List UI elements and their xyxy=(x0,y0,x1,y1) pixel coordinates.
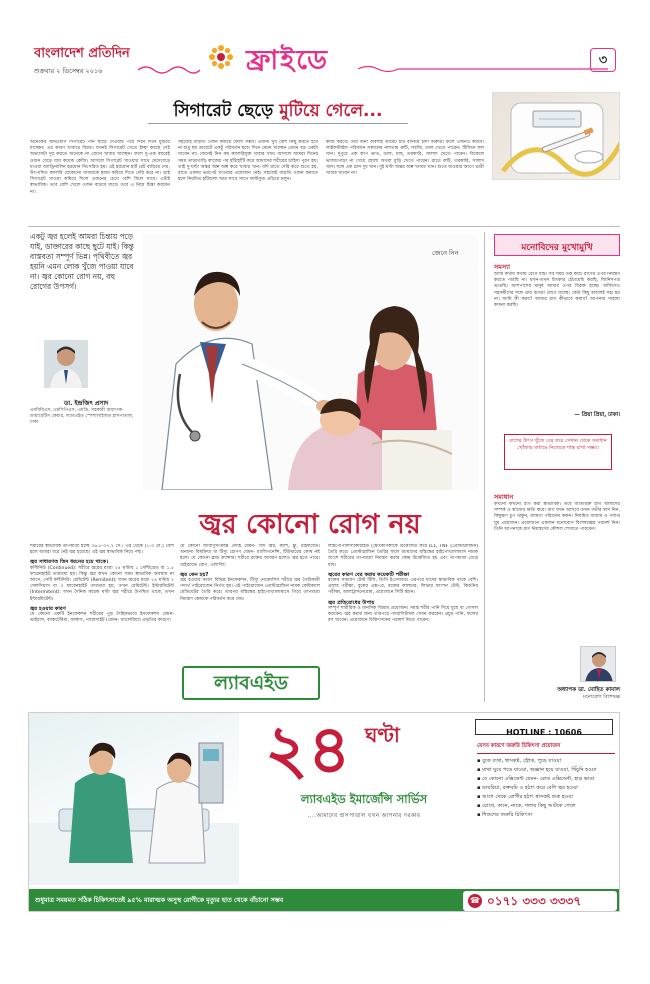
paper-name: বাংলাদেশ প্রতিদিন xyxy=(34,46,130,61)
phone-box xyxy=(463,891,617,911)
fever-col1-para: শরীরের স্বাভাবিক তাপমাত্রা হচ্ছে ৩৬.৮-৩৭.২ সে.। এর থেকে (১-৩ সে.) বেশি হলে আমরা ধরে নেই জ্বর হয়েছে। এই জ্বর স্বাভাবিক নিয়ে পশ্চ। xyxy=(30,544,174,556)
psych-header: মনোবিদের মুখোমুখি xyxy=(521,243,593,253)
fever-headline: জ্বর কোনো রোগ নয় xyxy=(199,509,421,540)
ad-tagline: ....আমাদের হাসপাতাল যখন আপনার দরকার xyxy=(307,813,421,819)
problem-label: সমস্যা xyxy=(494,263,510,271)
section-title-underline xyxy=(358,64,608,74)
page-number-box xyxy=(590,48,616,72)
divider-under-smoking xyxy=(28,226,620,227)
issue-date: শুক্রবার ২ ডিসেম্বর ২০১৬ xyxy=(34,67,103,75)
problem-sender: — প্রিয়া প্রিয়া, ঢাকা। xyxy=(574,412,620,418)
labaid-logo-box xyxy=(182,666,320,700)
psych-header-box xyxy=(494,234,620,256)
fever-col3-para: লাইপোপলিস্যাকারাইড (শ্বেতকণিকাকে উত্তেজিত করে IL1, TNF (প্রোস্টাগ্লান্ডিন) তৈরি করে। প্রোস্টাগ্লান্ডিন তৈরির ফলে আমাদের মস্তিষ্কের হাইপোথ্যালামাস নামক অংশে শরীরের তাপমাত্রা নিয়ন্ত্রণ করার কেন্দ্র উত্তেজিত হয় এবং তাপমাত্রা বেড়ে যায়। xyxy=(328,544,478,568)
fever-col1-subheading-causes: জ্বর হওয়ার কারণ xyxy=(30,605,66,612)
smoking-title-part-a: সিগারেট ছেড়ে xyxy=(173,101,280,121)
labaid-logo: ল্যাবএইড xyxy=(213,672,289,694)
masthead-wave-decoration xyxy=(138,64,200,76)
fever-col3-subheading-tests: জ্বরের কারণ বের করার কয়েকটি পরীক্ষা xyxy=(328,571,410,578)
problem-text: আমি কথায় কথায় রেগে যাই। সব সময় তর্ক করি। রাগের ওপর নিয়ন্ত্রণ করতে পারছি না। যখন-তখন চিৎকার চেঁচামেচি করছি, জিনিসপত্র ভাঙছি। আশপাশের মানুষ আমার ওপর বিরক্ত হচ্ছে। অফিসেও সহকর্মীদের সঙ্গে প্রায় ঝগড়া লেগে যাচ্ছে। কেউ কিছু বললেই সহ্য হয় না। আমি কী করব? আমার রাগ কীভাবে কমাব? আপনার সাহায্য কামনা করছি। xyxy=(494,272,620,309)
section-title: ফ্রাইডে xyxy=(246,45,329,76)
author-name: ডা. ইন্দ্রজিৎ প্রসাদ xyxy=(64,400,109,407)
emergency-room-photo xyxy=(29,713,239,885)
fever-col1-types: কন্টিনিউ (Continued): শরীরে জ্বরের মাত্রা ২৪ ঘণ্টায় ১ সেন্টিগ্রেড বা ১.৫ ফারেনহাইট তারতম্য হয়। কিন্তু জ্বর কখন কোনো সময় স্বাভাবিক অবস্থায় না আসে, সেটি কন্টিনিউ। রেমিটেন্ট (Remitent): যখন জ্বরের মাত্রা ২৪ ঘণ্টায় ২ সেলসিয়াস বা ৩ ফারেনহাইট তারতম্য হয়, তখন রেমিটেন্ট। ইন্টারমিটেন্ট (Intermitent): যখন দৈনিক কয়েক ঘণ্টা জ্বর শরীরে উপস্থিত থাকে, তখন ইন্টারমিটেন্ট। xyxy=(30,565,174,602)
fever-col3-tests: রক্তের সাধারণ টেস্ট টিসি, ডিসি ইএসআর। এরপরে যাদের স্বাভাবিক থাকে বেশি। প্রস্রাব পরীক্ষা, বুকের এক্স-রে, রক্তের কালচার, লিভার ফাংশন টেস্ট, কিডনির পরীক্ষা, আলট্রাসনোগ্রাম, প্রয়োজনে সিটি স্ক্যান। xyxy=(328,578,478,596)
fever-col3-subheading-prevention: জ্বর প্রতিরোধের উপায় xyxy=(328,599,375,606)
fever-col1-subheading-types: জ্বর সাধারণত তিন ধরনের হয়ে থাকে। xyxy=(30,559,108,566)
psych-doctor-title: মনোরোগ বিশেষজ্ঞ xyxy=(582,694,620,700)
solution-text: কখনো কখনো রাগ করা স্বাভাবিক। তবে অতিরিক্ত রাগ আমাদের সম্পর্ক ও কাজের ক্ষতি করে। রাগ যখন আসবে তখন গভীর শ্বাস নিন, কিছুক্ষণ চুপ থাকুন, জায়গা পরিবর্তন করুন। নিয়মিত ব্যায়াম ও পর্যাপ্ত ঘুম প্রয়োজন। প্রয়োজনে একজন মনোরোগ বিশেষজ্ঞের পরামর্শ নিন। তিনি আপনাকে রাগ নিয়ন্ত্রণের কৌশল শেখাতে পারবেন। xyxy=(494,502,620,532)
fever-column-1 xyxy=(30,544,174,692)
smoking-title-part-b: মুটিয়ে গেলে... xyxy=(279,101,383,121)
reason-item: ▪ আগে থেকে রোগীর হঠাৎ শ্বাসকষ্ট শুরু হওয়া xyxy=(477,794,573,800)
psych-column-divider xyxy=(484,232,485,702)
fever-intro: একটু জ্বর হলেই আমরা চিন্তায় পড়ে যাই, ডাক্তারের কাছে ছুটে যাই। কিন্তু বাস্তবতা সম্পূর্ণ ভিন্ন। পৃথিবীতে জ্বর হয়নি এমন লোক খুঁজে পাওয়া যাবে না। জ্বর কোনো রোগ নয়, বহু রোগের উপসর্গ। xyxy=(30,232,134,291)
ad-24-number: ২৪ xyxy=(265,712,351,788)
psych-doctor-photo xyxy=(580,646,616,682)
fever-col2-subheading-why: জ্বর কেন হয়? xyxy=(180,571,209,578)
sun-flower-icon xyxy=(208,44,234,70)
illustration-tag: জেনে নিন xyxy=(432,249,459,257)
smoking-column-3: কাজ করবে। তার জন্য অবশ্যই ডায়েট চার্ট বানিয়ে চলা জরুরি। ফলে ওজনও কমবে। লাইফস্টাইল পরিবর্তন সকালের নাশতায় রুটি, সবজি, ডাল খেতে পারেন। টিফিনে ফল খান। দুপুরে এক কাপ ভাত, ডাল, মাছ, তরকারি, সালাদ খেতে পারেন। বিকেলে ভাজাপোড়া না খেয়ে ছোলা অথবা মুড়ি খেতে পারেন। রাতে রুটি, তরকারি, সালাদ খান। সঙ্গে এক গ্লাস দুধ খান। দুই ঘণ্টা অন্তর অল্প খাবার খান। শুতে যাওয়ার আগে ভারী খাবার খাবেন না। xyxy=(326,140,484,177)
masthead xyxy=(28,36,620,88)
fever-col3-prevention: সম্পূর্ণ শারীরিক ও মানসিক বিশ্রাম প্রয়োজন। সমস্ত শরীর পানি দিয়ে মুছে বা গোসল করবেন। জ্বর কমার জন্য তারপরে প্যারাসিটামল সেবন করবেন। প্রচুর পানি, ফলের রস খাবেন। প্রয়োজনে চিকিৎসকের পরামর্শ নিতে পারেন। xyxy=(328,605,478,624)
phone-icon: ☎ xyxy=(468,894,482,908)
reason-item: ▪ বুকে ব্যথা, শ্বাসকষ্ট, স্ট্রোক, পুড়ে যাওয়া xyxy=(477,758,562,764)
reason-item: ▪ যে কোনো এক্সিডেন্ট যেমন- রোড এক্সিডেন্ট, হাড় ভাঙা xyxy=(477,776,595,782)
reason-item: ▪ চোখে, কানে, নাকে, গলায় কিছু আটকে গেলে xyxy=(477,803,576,809)
smoking-column-1: অনেকের অভিযোগ সিগারেট পান ছাড়ে দেওয়ার পরে দিনে দিনে মুটিয়ে যাচ্ছেন। এর কারণ খাবারে বিরত। যখনই সিগারেট খেতে ইচ্ছা করছে সেই অভ্যাসটা দূর করতে অনেকে না জেনে খাবার খাচ্ছেন। ফলে দু-এক বছরেই ওজন বেড়ে যায় কয়েক কেজি। আসলে সিগারেট খাওয়ার সাথে মেদেবেড়ে যাওয়া অ্যাড্রিনালিন হরমোন নিঃসরিত হয়। এই হরমোন হার্ট রেট বাড়িয়ে দেয়, উৎপাদিত ক্যালরি যেকোনো খাবারকে হজম করিয়ে দিতে দেরি করে না। তাই সিগারেট খাওয়া কমিয়ে দিলে ওজনের চেয়ে বেশি মিলে যাবে। এটাই স্বাভাবিক। তবে বেশি খেলে ওজন বাড়বে যাবে। তবে এ নিয়ে চিন্তা করবেন না। xyxy=(30,140,170,195)
bathroom-scale-photo xyxy=(492,92,620,180)
author-description: এমবিবিএস, এমসিপিএস, এমডি, সহকারী অধ্যাপক- ডায়াবেটিস কেয়ার, ল্যাবএইড স্পেশালাইজড হাসপাতাল, ঢাকা xyxy=(30,408,134,426)
ad-hours-word: ঘণ্টা xyxy=(365,723,400,747)
psych-doctor-name: অধ্যাপক ডা. মোহিত কামাল xyxy=(557,687,620,693)
psych-quote-box: রাগের উৎস খুঁজে বের করে সেখান থেকে সমাধান খোঁজার মাধ্যমে নিজেকে শান্ত রাখা সম্ভব। xyxy=(504,434,612,470)
smoking-title xyxy=(148,98,408,124)
page-number: ৩ xyxy=(598,53,608,68)
reason-item: ▪ ডায়রিয়া, রক্তবমি ও হঠাৎ করে বেশি জ্বর হওয়া xyxy=(477,785,578,791)
hotline-text: HOTLINE : 10606 xyxy=(506,728,582,737)
fever-column-3 xyxy=(328,544,478,694)
ad-bottom-text: শুধুমাত্র সময়মত সঠিক চিকিৎসাতেই ৯৫% মারাত্মক অসুস্থ রোগীকে মৃত্যুর হাত থেকে বাঁচানো সম্ভব xyxy=(35,897,284,904)
solution-label: সমাধান xyxy=(494,493,514,501)
author-photo xyxy=(44,340,88,388)
reason-item: ▪ শিশুদের জরুরি চিকিৎসা xyxy=(477,812,533,818)
ad-bottom-bar xyxy=(29,889,620,912)
phone-number: ০১৭১ ৩৩৩ ৩৩৩৭ xyxy=(487,894,582,908)
fever-col2-why: জ্বর হওয়ার কারণ বিভিন্ন ইনফেকশন, টিস্যু নেক্রোসিস শরীরে জ্বর তৈরিকারী পদার্থ পাইরোজেন নির্গত হয়। এই পাইরোজেন প্রোস্টাগ্লান্ডিন নামক কেমিক্যাল মেডিয়েটর তৈরি করে। তারপর মস্তিষ্কের হাইপোথ্যালামাসে গিয়ে তাপমাত্রা নিয়ন্ত্রণ কেন্দ্রকে পরিবর্তন করে দেয়। xyxy=(180,578,320,602)
reasons-header: যেসব কারণে জরুরি চিকিৎসা প্রয়োজন xyxy=(477,743,615,754)
doctor-child-illustration xyxy=(142,234,478,490)
fever-col1-causes: যে কোনো একটি ইনফেকশন শরীরের পুড় দৈহিকভাবে ইনফেকশন যেমন- ভাইরাস, ব্যাকটেরিয়া, ফাঙ্গাস, প্যারাসাইট (যেমন- ম্যালেরিয়া) প্রভৃতির কারণে। xyxy=(30,612,174,624)
labaid-emergency-ad xyxy=(28,712,620,912)
emergency-reasons xyxy=(477,743,615,855)
fever-col2-para: যে কোনো জীবাণুসংক্রান্ত প্রদাহ যেমন- সর্দি জ্বর, কাশি, ফ্লু, টাইফয়েড। অন্যান্য বিষক্রিয়া বা টিস্যু রোপণ যেমন- ম্যালিগনেন্সি, টিউমারের কোষ নষ্ট হলে। যে কোনো ব্লাড ক্যান্সার। শরীরে রক্তের আবরণ হলেও জ্বর হতে পারে। থাইরয়েড রোগ, এলার্জি। xyxy=(180,544,320,568)
reason-item: ▪ মাথা ঘুরে পড়ে যাওয়া, অজ্ঞান হয়ে যাওয়া, খিঁচুনি হওয়া xyxy=(477,767,597,773)
ad-service-name: ল্যাবএইড ইমার্জেন্সি সার্ভিস xyxy=(300,792,428,806)
fever-column-2 xyxy=(180,544,320,664)
smoking-column-2: সহজেই বাড়তি ওজন কমিয়ে ফেলা সম্ভব। এজন্য খুব বেশি কিছু করতে হবে না শুধু ছয় ডায়েটে একটু পরিবর্তন হবে। দিনে যেমন খাচ্ছেন তেমন বড় একটা খাবেন না। জেনেই নিন কম ক্যালরিযুক্ত খাবার খান। আসলে আমরা দিনের সময় তাড়াতাড়ি কাজের পর হাঁটাহাঁটি করে আমাদের শরীরের চাহিদা পূরণ হয়। তাই দু-ঘণ্টা অন্তর অল্প অল্প করে খাবার খান। যদি রাতে দেরি করে শুতে হয়, রাতে একদম ভরপেট খাওয়ার প্রয়োজন নেই। সহজেই বাড়তি ওজন কমাতে হলে নিয়মিত হাঁটাচলা আর সাথে সাথে ফাস্টফুড এড়িয়ে চলুন। xyxy=(178,140,318,183)
hotline-box xyxy=(475,719,613,735)
